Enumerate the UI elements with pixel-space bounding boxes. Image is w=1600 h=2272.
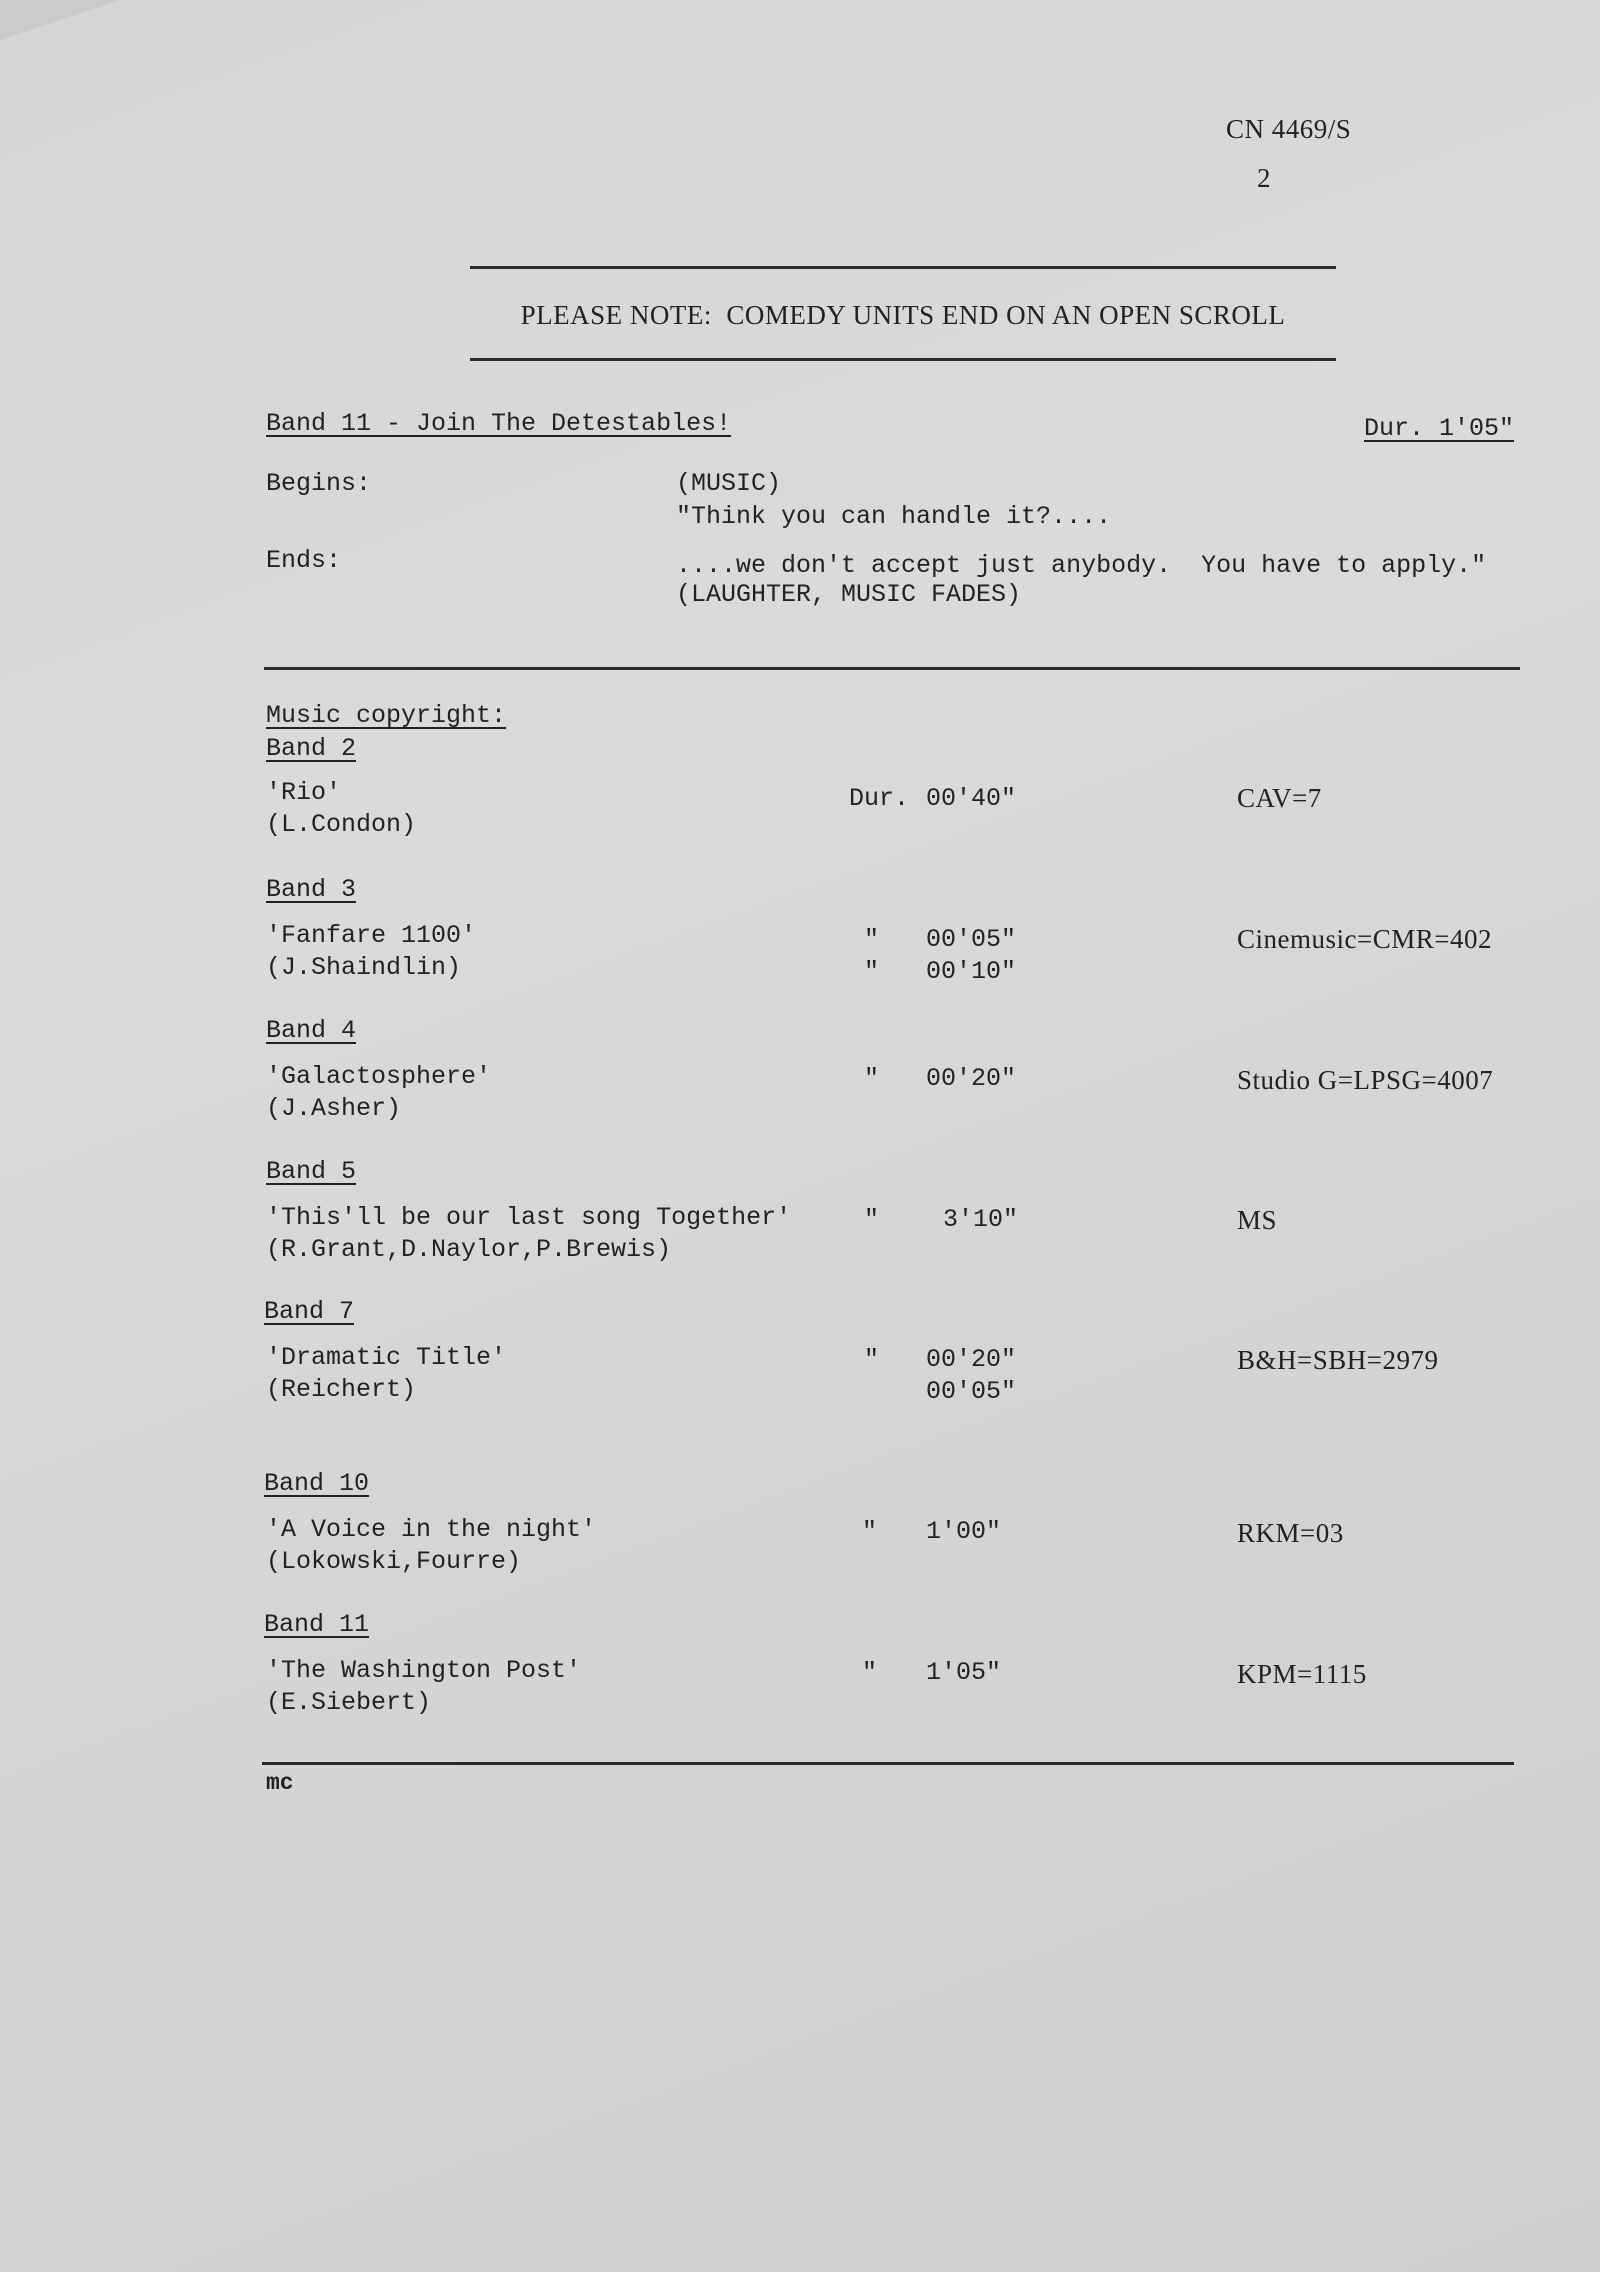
band-heading: Band 4 xyxy=(266,1016,357,1045)
document-reference: CN 4469/S xyxy=(1226,114,1352,144)
track-duration: 00'20" xyxy=(926,1064,1017,1093)
unit-title: Band 11 - Join The Detestables! xyxy=(266,409,732,438)
ditto-mark: " xyxy=(864,925,880,954)
begins-line-1: (MUSIC) xyxy=(676,469,782,498)
band-heading: Band 2 xyxy=(266,734,357,763)
ditto-mark: " xyxy=(862,1658,878,1687)
track-composer: (Reichert) xyxy=(266,1375,417,1404)
track-duration: 1'00" xyxy=(926,1517,1002,1546)
typist-initials: mc xyxy=(266,1770,294,1796)
band-heading: Band 7 xyxy=(264,1297,355,1326)
track-title: 'A Voice in the night' xyxy=(266,1515,597,1544)
track-composer: (J.Asher) xyxy=(266,1094,402,1123)
notice-text: PLEASE NOTE: COMEDY UNITS END ON AN OPEN SCROLL xyxy=(520,300,1286,330)
duration-mark: Dur. xyxy=(849,784,910,813)
track-composer: (R.Grant,D.Naylor,P.Brewis) xyxy=(266,1235,672,1264)
band-heading: Band 11 xyxy=(264,1610,370,1639)
music-copyright-heading: Music copyright: xyxy=(266,701,507,730)
track-duration: 00'05" xyxy=(926,925,1017,954)
track-title: 'Galactosphere' xyxy=(266,1062,492,1091)
track-duration: 3'10" xyxy=(943,1205,1019,1234)
page-number: 2 xyxy=(1257,163,1271,193)
ends-line-1: ....we don't accept just anybody. You have to apply." xyxy=(676,551,1487,580)
ditto-mark: " xyxy=(864,1345,880,1374)
track-title: 'Fanfare 1100' xyxy=(266,921,477,950)
notice-top-rule xyxy=(470,266,1336,269)
band-heading: Band 3 xyxy=(266,875,357,904)
footer-rule xyxy=(262,1762,1514,1765)
track-catalog: KPM=1115 xyxy=(1237,1659,1367,1689)
track-catalog: MS xyxy=(1237,1205,1278,1235)
ends-label: Ends: xyxy=(266,546,342,575)
begins-label: Begins: xyxy=(266,469,372,498)
unit-duration: Dur. 1'05" xyxy=(1364,414,1515,443)
notice-bottom-rule xyxy=(470,358,1336,361)
track-composer: (Lokowski,Fourre) xyxy=(266,1547,522,1576)
ditto-mark: " xyxy=(864,1064,880,1093)
track-title: 'Dramatic Title' xyxy=(266,1343,507,1372)
band-heading: Band 10 xyxy=(264,1469,370,1498)
ditto-mark: " xyxy=(864,957,880,986)
track-title: 'The Washington Post' xyxy=(266,1656,582,1685)
track-duration: 00'10" xyxy=(926,957,1017,986)
track-title: 'This'll be our last song Together' xyxy=(266,1203,792,1232)
page-corner-fold xyxy=(0,0,120,40)
track-catalog: Studio G=LPSG=4007 xyxy=(1237,1065,1494,1095)
begins-line-2: "Think you can handle it?.... xyxy=(676,502,1112,531)
ends-line-2: (LAUGHTER, MUSIC FADES) xyxy=(676,580,1022,609)
ditto-mark: " xyxy=(864,1205,880,1234)
band-heading: Band 5 xyxy=(266,1157,357,1186)
track-catalog: B&H=SBH=2979 xyxy=(1237,1345,1439,1375)
ditto-mark: " xyxy=(862,1517,878,1546)
track-title: 'Rio' xyxy=(266,778,342,807)
track-duration: 00'20" xyxy=(926,1345,1017,1374)
track-composer: (J.Shaindlin) xyxy=(266,953,462,982)
track-composer: (E.Siebert) xyxy=(266,1688,432,1717)
track-catalog: RKM=03 xyxy=(1237,1518,1344,1548)
track-composer: (L.Condon) xyxy=(266,810,417,839)
track-catalog: CAV=7 xyxy=(1237,783,1322,813)
track-duration: 00'05" xyxy=(926,1377,1017,1406)
section-divider xyxy=(264,667,1520,670)
track-duration: 00'40" xyxy=(926,784,1017,813)
track-duration: 1'05" xyxy=(926,1658,1002,1687)
track-catalog: Cinemusic=CMR=402 xyxy=(1237,924,1492,954)
